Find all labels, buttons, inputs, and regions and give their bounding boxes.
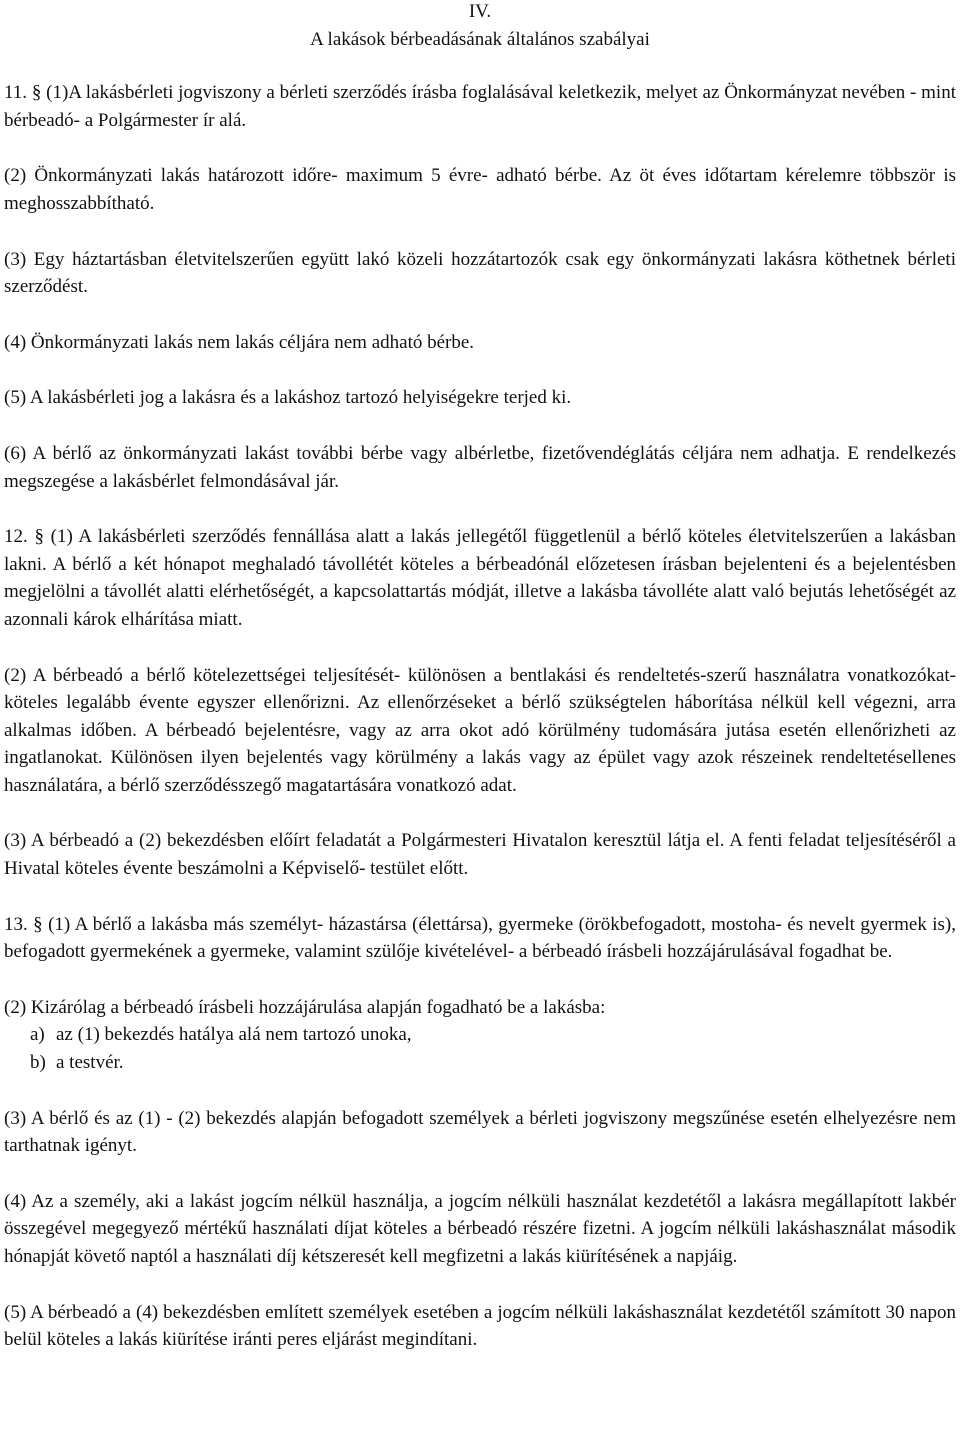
section-11-paragraph-4: (4) Önkormányzati lakás nem lakás céljára nem adható bérbe. [4, 331, 475, 353]
chapter-number: IV. [468, 1, 492, 22]
section-12-paragraph-1: 12. § (1) A lakásbérleti szerződés fennállása alatt a lakás jellegétől függetlenül a bérlő köteles életvitelszerűen a lakásban lakni. A bérlő a két hónapot meghaladó távollétét köteles a bérbeadónál előzetesen írásban bejelenteni és a bejelentésben megjelölni a távollét alatti elérhetőségét, a kapcsolattartás módját, illetve a lakásba távolléte alatt való bejutás lehetőségét az azonnali károk elhárítása miatt. [4, 526, 956, 630]
list-item-text: az (1) bekezdés hatálya alá nem tartozó unoka, [56, 1024, 412, 1046]
section-11-paragraph-2: (2) Önkormányzati lakás határozott időre- maximum 5 évre- adható bérbe. Az öt éves időtartam kérelemre többször is meghosszabbítható. [4, 165, 956, 214]
section-13-paragraph-1: 13. § (1) A bérlő a lakásba más személyt- házastársa (élettársa), gyermeke (örökbefogadott, mostoha- és nevelt gyermek is), befogadott gyermekének a gyermeke, valamint szülője kivételével- a bérbeadó írásbeli hozzájárulásával fogadhat be. [4, 913, 956, 963]
list-item [0, 1049, 960, 1077]
chapter-title: A lakások bérbeadásának általános szabályai [310, 28, 650, 50]
section-13-paragraph-3: (3) A bérlő és az (1) - (2) bekezdés alapján befogadott személyek a bérleti jogviszony megszűnése esetén elhelyezésre nem tarthatnak igényt. [4, 1107, 956, 1157]
section-12-paragraph-2: (2) A bérbeadó a bérlő kötelezettségei teljesítését- különösen a bentlakási és rendeltetés-szerű használatra vonatkozókat- köteles legalább évente egyszer ellenőrizni. Az ellenőrzéseket a bérlő szükségtelen háborítása nélkül kell végezni, arra alkalmas időben. A bérbeadó bejelentésre, vagy az arra okot adó körülmény tudomására jutása esetén ellenőrizheti az ingatlanokat. Különösen ilyen bejelentés vagy körülmény a lakás vagy az épület vagy azok részeinek rendeltetésellenes használatára, a bérlő szerződésszegő magatartására vonatkozó adat. [4, 664, 956, 796]
section-13-paragraph-2: (2) Kizárólag a bérbeadó írásbeli hozzájárulása alapján fogadható be a lakásba: [4, 996, 606, 1018]
section-12-paragraph-3: (3) A bérbeadó a (2) bekezdésben előírt feladatát a Polgármesteri Hivatalon keresztül látja el. A fenti feladat teljesítéséről a Hivatal köteles évente beszámolni a Képviselő- testület előtt. [4, 830, 956, 880]
list-item-text: a testvér. [56, 1052, 124, 1074]
list-marker: a) [30, 1024, 45, 1046]
list-marker: b) [30, 1052, 46, 1074]
section-13-paragraph-4: (4) Az a személy, aki a lakást jogcím nélkül használja, a jogcím nélküli használat kezdetétől a lakásra megállapított lakbér összegével megegyező mértékű használati díjat köteles a bérbeadó részére fizetni. A jogcím nélküli lakáshasználat második hónapját követő naptól a használati díj kétszeresét kell megfizetni a lakás kiürítésének a napjáig. [4, 1190, 956, 1267]
section-11-paragraph-3: (3) Egy háztartásban életvitelszerűen együtt lakó közeli hozzátartozók csak egy önkormányzati lakásra köthetnek bérleti szerződést. [4, 248, 956, 298]
section-11-paragraph-6: (6) A bérlő az önkormányzati lakást további bérbe vagy albérletbe, fizetővendéglátás céljára nem adhatja. E rendelkezés megszegése a lakásbérlet felmondásával jár. [4, 442, 956, 492]
section-11-paragraph-5: (5) A lakásbérleti jog a lakásra és a lakáshoz tartozó helyiségekre terjed ki. [4, 387, 572, 409]
section-11-paragraph-1: 11. § (1)A lakásbérleti jogviszony a bérleti szerződés írásba foglalásával keletkezik, melyet az Önkormányzat nevében - mint bérbeadó- a Polgármester ír alá. [4, 82, 956, 131]
section-13-paragraph-5: (5) A bérbeadó a (4) bekezdésben említett személyek esetében a jogcím nélküli lakáshasználat kezdetétől számított 30 napon belül köteles a lakás kiürítése iránti peres eljárást megindítani. [4, 1301, 956, 1351]
list-item [0, 1021, 960, 1049]
